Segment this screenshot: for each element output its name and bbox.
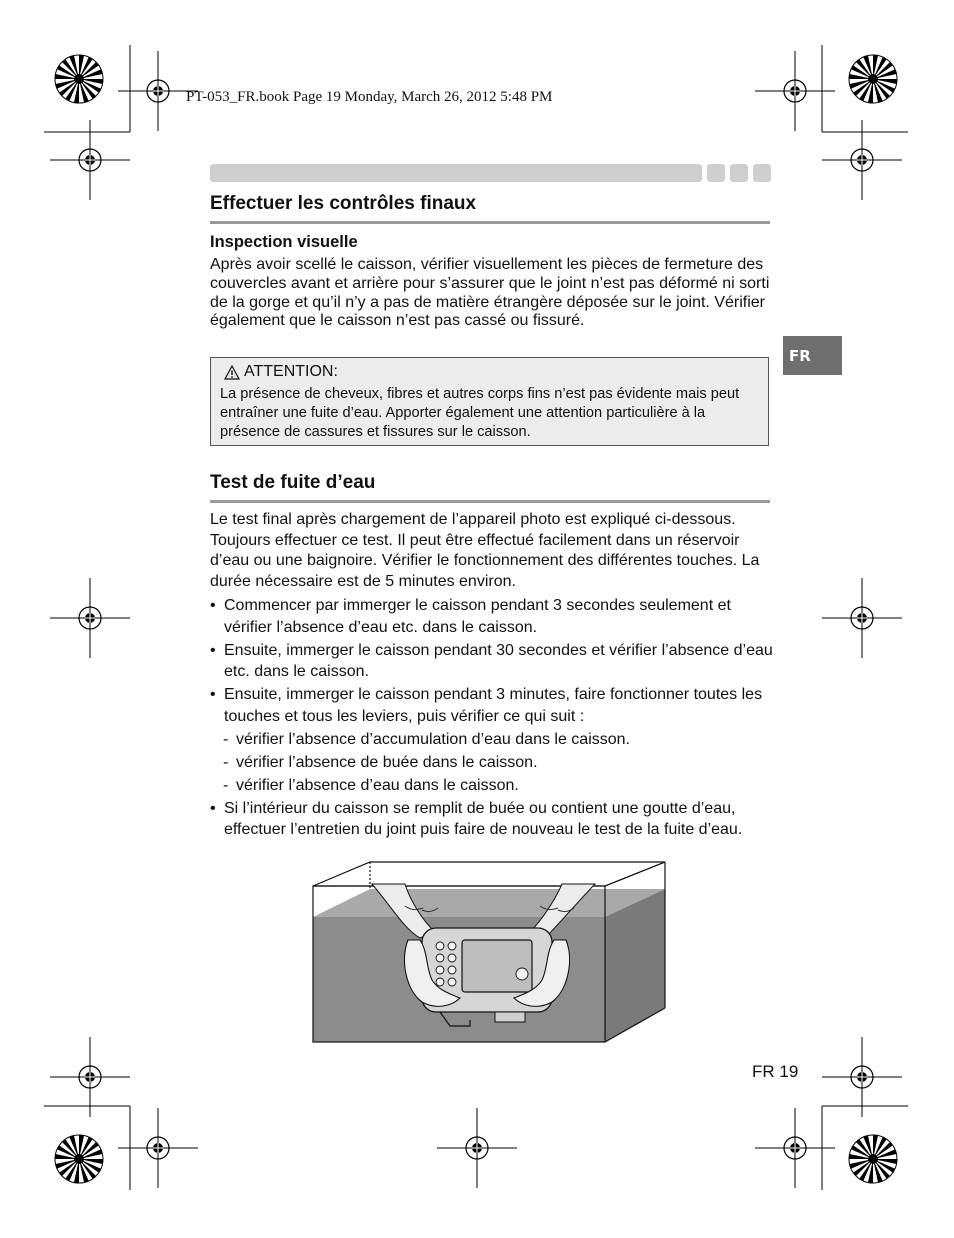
bullet-symbol: • <box>210 686 216 703</box>
bullet-symbol: • <box>210 641 216 659</box>
registration-crosshair-icon <box>822 1037 902 1117</box>
section-rule <box>210 221 770 224</box>
section-rule <box>210 500 770 503</box>
language-tab: FR <box>783 336 842 375</box>
list-item <box>210 684 775 727</box>
attention-text: La présence de cheveux, fibres et autres corps fins n’est pas évidente mais peut entraîner une fuite d’eau. Apporter également une attention particulière à la présence de cassures et fissures sur le caisson. <box>220 386 740 440</box>
leak-test-steps <box>210 595 775 842</box>
registration-crosshair-icon <box>755 1108 835 1188</box>
list-item <box>210 640 775 683</box>
attention-label: ATTENTION: <box>244 363 338 380</box>
leak-test-paragraph: Le test final après chargement de l’appareil photo est expliqué ci-dessous. Toujours effectuer ce test. Il peut être effectué facilement dans un réservoir d’eau ou une baignoire. Vérifier le fonctionnement des différentes touches. La durée nécessaire est de 5 minutes environ. <box>210 511 760 590</box>
page-number: FR 19 <box>752 1062 799 1081</box>
decorative-bar <box>210 164 702 182</box>
sub-list-item-text: vérifier l’absence d’accumulation d’eau dans le caisson. <box>236 730 630 748</box>
attention-box <box>210 357 769 446</box>
section-title-final-checks: Effectuer les contrôles finaux <box>210 193 477 214</box>
attention-heading <box>224 363 338 381</box>
decorative-square <box>753 164 771 182</box>
subsection-title-visual-inspection: Inspection visuelle <box>210 233 358 251</box>
decorative-square <box>730 164 748 182</box>
visual-inspection-paragraph: Après avoir scellé le caisson, vérifier visuellement les pièces de fermeture des couvercles avant et arrière pour s’assurer que le joint n’est pas déformé ni sorti de la gorge et qu’il n’y a pas de matière étrangère déposée sur le joint. Vérifier également que le caisson n’est pas cassé ou fissuré. <box>210 256 770 330</box>
print-header: PT-053_FR.book Page 19 Monday, March 26, 2012 5:48 PM <box>186 89 553 105</box>
sub-list-item-text: vérifier l’absence de buée dans le caisson. <box>236 753 538 771</box>
sub-list-item <box>210 752 775 774</box>
bullet-symbol: • <box>210 597 216 614</box>
water-tank-illustration <box>310 860 670 1048</box>
starburst-target-icon <box>849 1135 897 1183</box>
decorative-square <box>707 164 725 182</box>
registration-crosshair-icon <box>437 1108 517 1188</box>
sub-list-item <box>210 729 775 751</box>
list-item-text: Ensuite, immerger le caisson pendant 30 secondes et vérifier l’absence d’eau etc. dans le caisson. <box>224 641 773 680</box>
registration-crosshair-icon <box>822 578 902 658</box>
starburst-target-icon <box>849 55 897 103</box>
section-title-leak-test: Test de fuite d’eau <box>210 472 376 493</box>
sub-list-item-text: vérifier l’absence d’eau dans le caisson. <box>236 776 519 794</box>
dash-symbol: - <box>223 776 229 794</box>
starburst-target-icon <box>55 1135 103 1183</box>
registration-crosshair-icon <box>50 1037 130 1117</box>
registration-crosshair-icon <box>50 578 130 658</box>
starburst-target-icon <box>55 55 103 103</box>
sub-list-item <box>210 775 775 797</box>
dash-symbol: - <box>223 753 229 771</box>
registration-crosshair-icon <box>755 51 835 131</box>
bullet-symbol: • <box>210 799 216 817</box>
list-item-text: Commencer par immerger le caisson pendant 3 secondes seulement et vérifier l’absence d’eau etc. dans le caisson. <box>224 597 731 636</box>
list-item <box>210 798 775 841</box>
list-item <box>210 595 775 638</box>
dash-symbol: - <box>223 730 229 748</box>
warning-triangle-icon <box>224 365 240 380</box>
list-item-text: Si l’intérieur du caisson se remplit de buée ou contient une goutte d’eau, effectuer l’entretien du joint puis faire de nouveau le test de la fuite d’eau. <box>224 799 743 838</box>
list-item-text: Ensuite, immerger le caisson pendant 3 minutes, faire fonctionner toutes les touches et tous les leviers, puis vérifier ce qui suit : <box>224 686 763 725</box>
